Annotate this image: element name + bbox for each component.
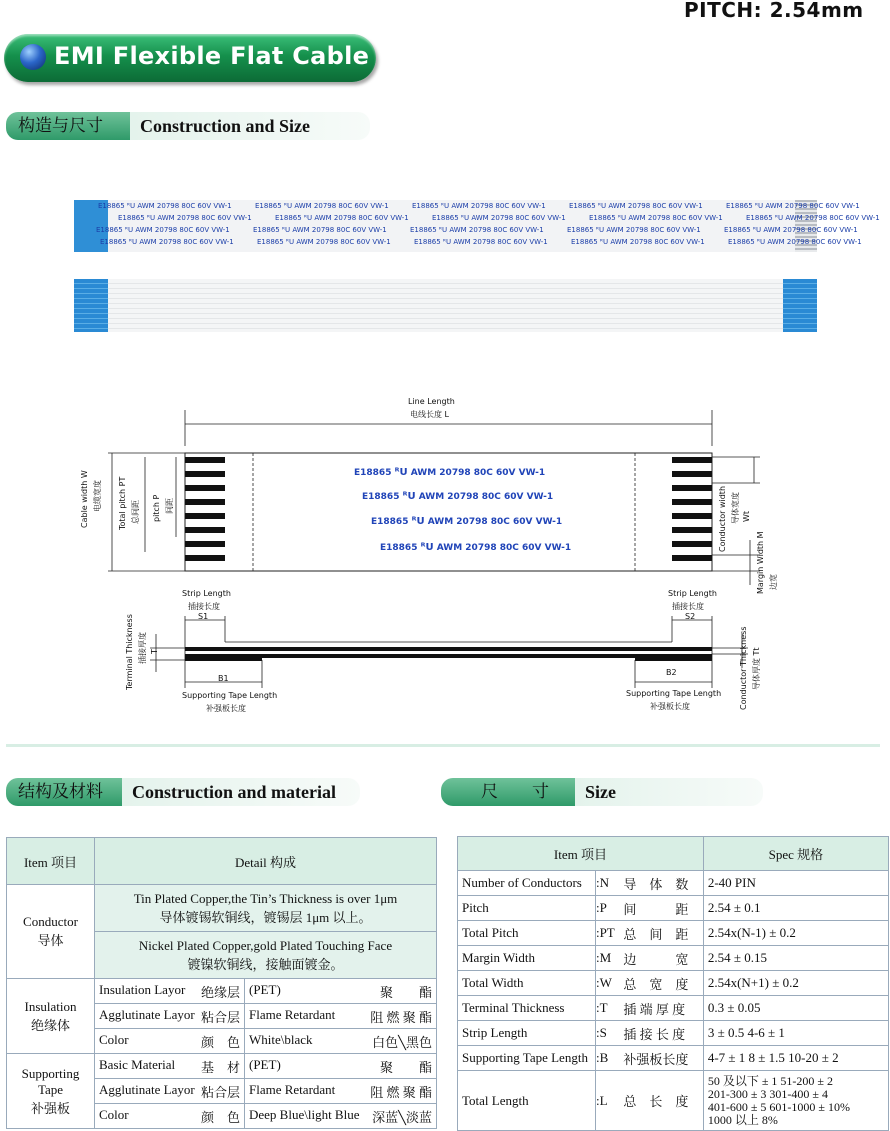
size-row-name: Number of Conductors [458, 871, 596, 896]
blue-stiffener-right [783, 279, 817, 332]
cable-width-label: Cable width W [80, 470, 89, 528]
s1-label: S1 [198, 612, 209, 621]
pitch-cn: 间距 [165, 498, 174, 514]
supporting-tape-cell: Supporting Tape 补强板 [7, 1054, 95, 1129]
table-row [458, 946, 889, 971]
size-row-spec: 2.54x(N-1) ± 0.2 [703, 921, 888, 946]
line-length-cn: 电线长度 L [410, 410, 449, 419]
size-row-cn: 插 端 厚 度 [619, 996, 703, 1021]
size-row-name: Total Pitch [458, 921, 596, 946]
size-row-name: Margin Width [458, 946, 596, 971]
line-length-label: Line Length [408, 397, 455, 406]
size-row-name: Total Length [458, 1071, 596, 1131]
cable-photo-plain [74, 279, 817, 332]
ul-logo-icon: ᴿU [420, 542, 434, 553]
drawing-marking-1: E18865 ᴿU AWM 20798 80C 60V VW-1 [354, 467, 546, 478]
total-length-spec: 50 及以下 ± 1 51-200 ± 2 201-300 ± 3 301-400 ± 4 401-600 ± 5 601-1000 ± 10% 1000 以上 8% [703, 1071, 888, 1131]
conductor-width-cn: 导体宽度 [731, 492, 740, 524]
table-row [458, 1046, 889, 1071]
size-row-cn: 补强板长度 [619, 1046, 703, 1071]
cable-marking-text: E18865 ᴿU AWM 20798 80C 60V VW-1 [98, 202, 232, 210]
size-row-code: :B [595, 1046, 619, 1071]
size-row-cn: 间 距 [619, 896, 703, 921]
section-label-en: Construction and Size [130, 112, 370, 140]
size-row-spec: 2.54x(N+1) ± 0.2 [703, 971, 888, 996]
size-row-code: :W [595, 971, 619, 996]
pitch-label: pitch P [152, 494, 161, 522]
cable-marking-text: E18865 ᴿU AWM 20798 80C 60V VW-1 [571, 238, 705, 246]
conductor-nickel-cell: Nickel Plated Copper,gold Plated Touching Face 镀镍软铜线，接触面镀金。 [95, 932, 437, 979]
cable-width-cn: 电缆宽度 [93, 480, 102, 512]
cable-marking-text: E18865 ᴿU AWM 20798 80C 60V VW-1 [726, 202, 860, 210]
table-row: Flame Retardant 阻 燃 聚 酯 [245, 1004, 437, 1029]
support-tape-left: Supporting Tape Length [182, 691, 278, 700]
cable-marking-text: E18865 ᴿU AWM 20798 80C 60V VW-1 [255, 202, 389, 210]
cable-marking-text: E18865 ᴿU AWM 20798 80C 60V VW-1 [253, 226, 387, 234]
size-row-cn: 总 间 距 [619, 921, 703, 946]
table-row: Color 颜 色 [95, 1104, 245, 1129]
table-header-item: Item 项目 [7, 838, 95, 885]
ul-logo-icon: ᴿU [411, 516, 425, 527]
t-label: T [150, 649, 159, 654]
cable-marking-text: E18865 ᴿU AWM 20798 80C 60V VW-1 [569, 202, 703, 210]
conductor-width-label: Conductor width [718, 485, 727, 552]
banner-title: EMI Flexible Flat Cable [54, 42, 370, 70]
table-row: Deep Blue\light Blue 深蓝╲淡蓝 [245, 1104, 437, 1129]
size-row-name: Terminal Thickness [458, 996, 596, 1021]
size-row-cn: 总 长 度 [619, 1071, 703, 1131]
size-row-cn: 边 宽 [619, 946, 703, 971]
cable-marking-text: E18865 ᴿU AWM 20798 80C 60V VW-1 [414, 238, 548, 246]
table-row [458, 996, 889, 1021]
terminal-thickness-label: Terminal Thickness [125, 614, 134, 690]
size-row-code: :M [595, 946, 619, 971]
cable-marking-text: E18865 ᴿU AWM 20798 80C 60V VW-1 [589, 214, 723, 222]
pitch-title: PITCH: 2.54mm [684, 0, 864, 22]
cable-marking-text: E18865 ᴿU AWM 20798 80C 60V VW-1 [728, 238, 862, 246]
insulation-cell: Insulation 绝缘体 [7, 979, 95, 1054]
drawing-marking-4: E18865 ᴿU AWM 20798 80C 60V VW-1 [380, 542, 572, 553]
blue-stiffener-left [74, 279, 108, 332]
section-label-en: Construction and material [122, 778, 360, 806]
cable-marking-text: E18865 ᴿU AWM 20798 80C 60V VW-1 [118, 214, 252, 222]
wt-label: Wt [742, 510, 751, 522]
size-row-code: :P [595, 896, 619, 921]
strip-length-right-cn: 插接长度 [672, 602, 704, 611]
table-header-detail: Detail 构成 [95, 838, 437, 885]
table-header-item: Item 项目 [458, 837, 704, 871]
s2-label: S2 [685, 612, 696, 621]
size-row-code: :N [595, 871, 619, 896]
conductor-thickness-label: Conductor Thickness [739, 626, 748, 710]
size-row-code: :T [595, 996, 619, 1021]
margin-width-cn: 边宽 [769, 574, 778, 590]
table-row: White\black 白色╲黑色 [245, 1029, 437, 1054]
table-row: Agglutinate Layor 粘合层 [95, 1004, 245, 1029]
size-row-cn: 总 宽 度 [619, 971, 703, 996]
cable-marking-text: E18865 ᴿU AWM 20798 80C 60V VW-1 [410, 226, 544, 234]
conductor-pads [185, 457, 712, 661]
size-row-code: :L [595, 1071, 619, 1131]
table-row [458, 971, 889, 996]
size-row-spec: 4-7 ± 1 8 ± 1.5 10-20 ± 2 [703, 1046, 888, 1071]
support-tape-right-cn: 补强板长度 [650, 702, 690, 711]
total-pitch-label: Total pitch PT [118, 476, 127, 530]
b1-label: B1 [218, 674, 229, 683]
margin-width-label: Margin Width M [756, 531, 765, 594]
table-row: Flame Retardant 阻 燃 聚 酯 [245, 1079, 437, 1104]
size-row-name: Total Width [458, 971, 596, 996]
size-row-cn: 导 体 数 [619, 871, 703, 896]
section-tab-cn: 结构及材料 [6, 778, 122, 806]
cable-marking-text: E18865 ᴿU AWM 20798 80C 60V VW-1 [746, 214, 880, 222]
size-row-cn: 插 接 长 度 [619, 1021, 703, 1046]
table-row: Insulation Layor 绝缘层 [95, 979, 245, 1004]
conductor-tin-cell: Tin Plated Copper,the Tin’s Thickness is over 1μm 导体镀锡软铜线，镀锡层 1μm 以上。 [95, 885, 437, 932]
section-tab-cn: 构造与尺寸 [6, 112, 130, 140]
terminal-thickness-cn: 插接厚度 [138, 632, 147, 664]
size-table [457, 836, 889, 1131]
material-table [6, 837, 437, 1129]
cable-photo-printed [74, 200, 880, 252]
total-pitch-cn: 总间距 [131, 500, 140, 524]
size-row-code: :PT [595, 921, 619, 946]
support-tape-left-cn: 补强板长度 [206, 704, 246, 713]
cable-marking-text: E18865 ᴿU AWM 20798 80C 60V VW-1 [257, 238, 391, 246]
table-row [458, 921, 889, 946]
strip-length-left-cn: 插接长度 [188, 602, 220, 611]
size-row-name: Pitch [458, 896, 596, 921]
drawing-marking-2: E18865 ᴿU AWM 20798 80C 60V VW-1 [362, 491, 554, 502]
conductor-thickness-cn: 导体厚度 Tt [752, 647, 761, 690]
table-row [458, 1021, 889, 1046]
drawing-marking-3: E18865 ᴿU AWM 20798 80C 60V VW-1 [371, 516, 563, 527]
size-row-spec: 2-40 PIN [703, 871, 888, 896]
section-divider [6, 744, 880, 747]
ul-logo-icon: ᴿU [402, 491, 416, 502]
cable-marking-text: E18865 ᴿU AWM 20798 80C 60V VW-1 [432, 214, 566, 222]
table-row: Agglutinate Layor 粘合层 [95, 1079, 245, 1104]
b2-label: B2 [666, 668, 677, 677]
cable-marking-text: E18865 ᴿU AWM 20798 80C 60V VW-1 [567, 226, 701, 234]
cable-marking-text: E18865 ᴿU AWM 20798 80C 60V VW-1 [96, 226, 230, 234]
table-row: (PET) 聚 酯 [245, 979, 437, 1004]
strip-length-right: Strip Length [668, 589, 717, 598]
cable-marking-text: E18865 ᴿU AWM 20798 80C 60V VW-1 [100, 238, 234, 246]
conductor-cell: Conductor 导体 [7, 885, 95, 979]
section-tab-cn: 尺 寸 [441, 778, 575, 806]
size-row-spec: 0.3 ± 0.05 [703, 996, 888, 1021]
size-row-name: Strip Length [458, 1021, 596, 1046]
table-row [458, 871, 889, 896]
cable-marking-text: E18865 ᴿU AWM 20798 80C 60V VW-1 [724, 226, 858, 234]
size-row-name: Supporting Tape Length [458, 1046, 596, 1071]
size-row-spec: 3 ± 0.5 4-6 ± 1 [703, 1021, 888, 1046]
ul-logo-icon: ᴿU [394, 467, 408, 478]
table-row: (PET) 聚 酯 [245, 1054, 437, 1079]
cable-marking-text: E18865 ᴿU AWM 20798 80C 60V VW-1 [275, 214, 409, 222]
cable-marking-text: E18865 ᴿU AWM 20798 80C 60V VW-1 [412, 202, 546, 210]
strip-length-left: Strip Length [182, 589, 231, 598]
globe-icon [20, 44, 46, 70]
support-tape-right: Supporting Tape Length [626, 689, 722, 698]
product-banner [4, 34, 376, 82]
size-row-spec: 2.54 ± 0.1 [703, 896, 888, 921]
table-row [458, 896, 889, 921]
table-row: Basic Material 基 材 [95, 1054, 245, 1079]
size-rows [458, 871, 889, 1071]
size-row-spec: 2.54 ± 0.15 [703, 946, 888, 971]
size-row-code: :S [595, 1021, 619, 1046]
table-row: Color 颜 色 [95, 1029, 245, 1054]
table-header-spec: Spec 规格 [703, 837, 888, 871]
section-label-en: Size [575, 778, 763, 806]
